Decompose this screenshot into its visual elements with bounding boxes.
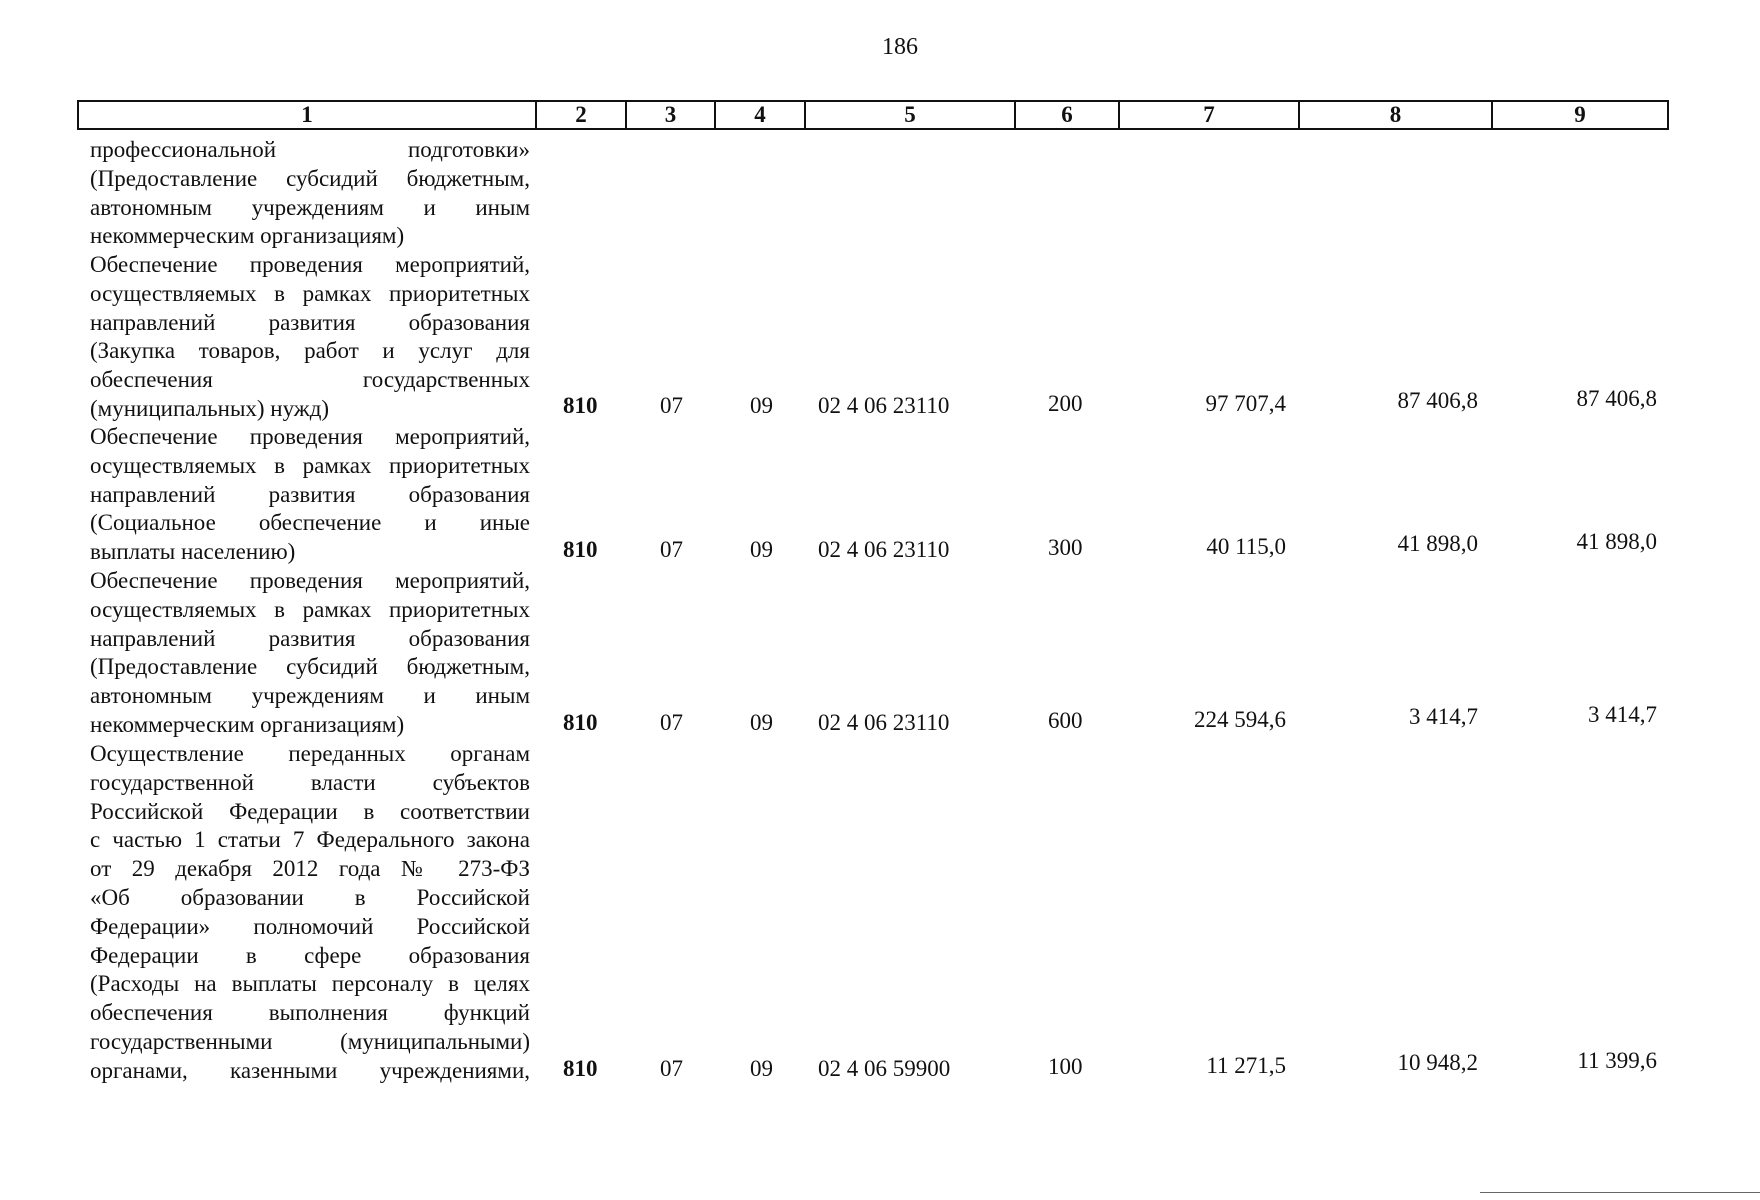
column-header-table <box>77 100 1669 130</box>
description-line: обеспечения выполнения функций <box>90 1000 530 1026</box>
description-line: (муниципальных) нужд) <box>90 395 330 421</box>
cell-amount-col7: 40 115,0 <box>1206 534 1286 559</box>
column-header-7: 7 <box>1119 101 1299 129</box>
cell-target-article: 02 4 06 23110 <box>818 710 950 735</box>
description-line: Осуществление переданных органам <box>90 741 530 766</box>
description-line: Российской Федерации в соответствии <box>90 798 530 824</box>
bottom-rule <box>1480 1192 1760 1193</box>
cell-amount-col7: 97 707,4 <box>1205 391 1286 416</box>
description-line: Федерации» полномочий Российской <box>90 913 530 939</box>
cell-expense-type: 600 <box>1048 708 1083 733</box>
description-line: некоммерческим организациям) <box>90 711 405 737</box>
cell-expense-type: 100 <box>1048 1054 1083 1079</box>
description-line: с частью 1 статьи 7 Федерального закона <box>90 827 530 853</box>
description-line: обеспечения государственных <box>90 367 530 393</box>
description-line: (Расходы на выплаты персоналу в целях <box>90 971 530 997</box>
cell-expense-type: 200 <box>1048 391 1083 416</box>
description-line: Обеспечение проведения мероприятий, <box>90 568 530 593</box>
cell-ministry-code: 810 <box>563 710 598 735</box>
description-line: государственными (муниципальными) <box>90 1028 530 1054</box>
row-description <box>90 136 530 251</box>
description-line: (Закупка товаров, работ и услуг для <box>90 338 530 364</box>
cell-section: 07 <box>660 537 683 562</box>
description-line: осуществляемых в рамках приоритетных <box>90 452 530 478</box>
description-line: выплаты населению) <box>90 539 296 565</box>
column-header-8: 8 <box>1299 101 1492 129</box>
description-line: направлений развития образования <box>90 481 530 507</box>
row-description <box>90 567 530 740</box>
description-line: направлений развития образования <box>90 625 530 651</box>
cell-amount-col9: 41 898,0 <box>1576 529 1657 554</box>
cell-ministry-code: 810 <box>563 1056 598 1081</box>
cell-amount-col8: 10 948,2 <box>1397 1050 1478 1075</box>
cell-ministry-code: 810 <box>563 393 598 418</box>
cell-amount-col8: 3 414,7 <box>1409 704 1478 729</box>
description-line: органами, казенными учреждениями, <box>90 1057 530 1083</box>
column-header-4: 4 <box>715 101 805 129</box>
cell-subsection: 09 <box>750 393 773 418</box>
cell-target-article: 02 4 06 23110 <box>818 537 950 562</box>
cell-amount-col8: 87 406,8 <box>1397 388 1478 413</box>
row-description <box>90 251 530 424</box>
description-line: (Предоставление субсидий бюджетным, <box>90 654 530 680</box>
column-header-6: 6 <box>1015 101 1119 129</box>
cell-amount-col7: 11 271,5 <box>1206 1053 1286 1078</box>
cell-amount-col7: 224 594,6 <box>1194 707 1286 732</box>
description-line: осуществляемых в рамках приоритетных <box>90 280 530 306</box>
cell-amount-col9: 87 406,8 <box>1576 386 1657 411</box>
description-line: Обеспечение проведения мероприятий, <box>90 252 530 277</box>
description-line: профессиональной подготовки» <box>90 137 530 162</box>
cell-section: 07 <box>660 1056 683 1081</box>
cell-expense-type: 300 <box>1048 535 1083 560</box>
description-line: (Предоставление субсидий бюджетным, <box>90 165 530 191</box>
column-header-1: 1 <box>78 101 536 129</box>
cell-subsection: 09 <box>750 1056 773 1081</box>
row-description <box>90 423 530 567</box>
cell-amount-col9: 3 414,7 <box>1588 702 1657 727</box>
cell-amount-col8: 41 898,0 <box>1397 531 1478 556</box>
column-header-2: 2 <box>536 101 626 129</box>
description-line: автономным учреждениям и иным <box>90 683 530 709</box>
description-line: от 29 декабря 2012 года № 273-ФЗ <box>90 856 530 882</box>
cell-target-article: 02 4 06 23110 <box>818 393 950 418</box>
cell-subsection: 09 <box>750 710 773 735</box>
description-line: (Социальное обеспечение и иные <box>90 510 530 536</box>
description-line: направлений развития образования <box>90 309 530 335</box>
cell-amount-col9: 11 399,6 <box>1577 1048 1657 1073</box>
column-header-5: 5 <box>805 101 1015 129</box>
column-header-9: 9 <box>1492 101 1668 129</box>
description-line: «Об образовании в Российской <box>90 884 530 910</box>
description-line: осуществляемых в рамках приоритетных <box>90 596 530 622</box>
cell-ministry-code: 810 <box>563 537 598 562</box>
description-line: некоммерческим организациям) <box>90 223 405 249</box>
page-number: 186 <box>882 34 918 60</box>
description-line: Обеспечение проведения мероприятий, <box>90 424 530 449</box>
description-line: государственной власти субъектов <box>90 769 530 795</box>
row-description <box>90 740 530 1086</box>
column-header-3: 3 <box>626 101 715 129</box>
cell-section: 07 <box>660 393 683 418</box>
cell-target-article: 02 4 06 59900 <box>818 1056 951 1081</box>
description-line: автономным учреждениям и иным <box>90 194 530 220</box>
cell-subsection: 09 <box>750 537 773 562</box>
description-line: Федерации в сфере образования <box>90 942 530 968</box>
cell-section: 07 <box>660 710 683 735</box>
